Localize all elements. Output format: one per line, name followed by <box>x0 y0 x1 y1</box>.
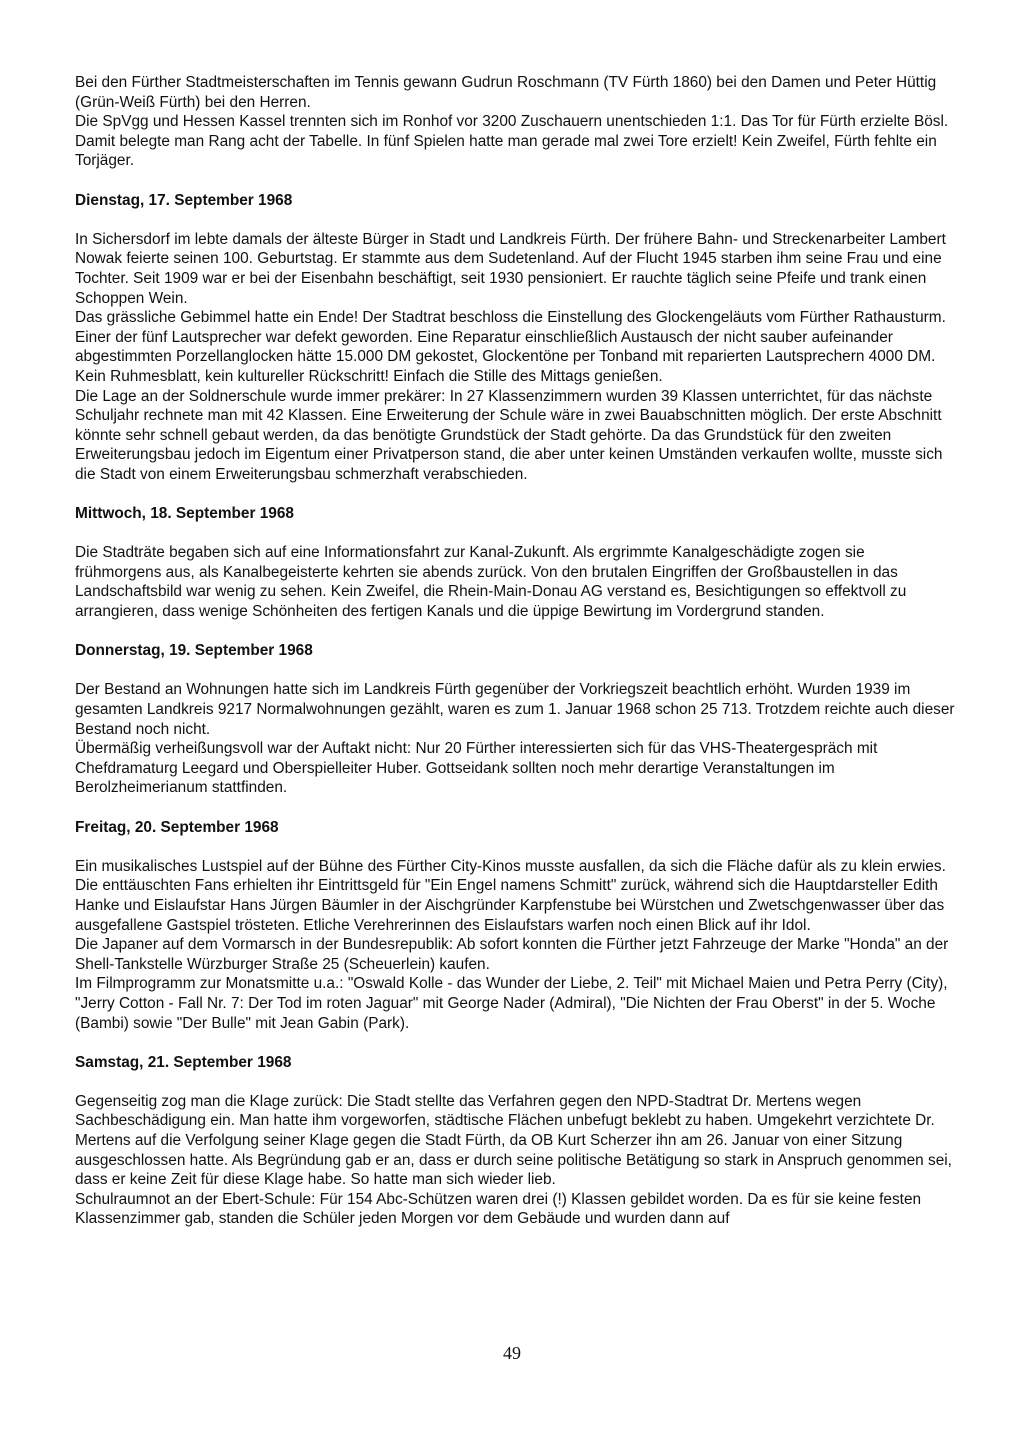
paragraph-vhs-theatre: Übermäßig verheißungsvoll war der Auftakt nicht: Nur 20 Fürther interessierten sich für das VHS-Theatergespräch mit Chefdramaturg Leegard und Oberspielleiter Huber. Gottseidank sollten noch mehr derartige Veranstaltungen im Berolzheimerianum stattfinden. <box>75 740 878 797</box>
date-heading-18-sept: Mittwoch, 18. September 1968 <box>75 505 294 523</box>
date-heading-21-sept: Samstag, 21. September 1968 <box>75 1053 292 1071</box>
date-heading-19-sept: Donnerstag, 19. September 1968 <box>75 642 313 660</box>
date-heading-20-sept: Freitag, 20. September 1968 <box>75 818 279 836</box>
paragraph-housing: Der Bestand an Wohnungen hatte sich im Landkreis Fürth gegenüber der Vorkriegszeit beachtlich erhöht. Wurden 1939 im gesamten Landkreis 9217 Normalwohnungen gezählt, waren es zum 1. Januar 1968 schon 25 713. Trotzdem reichte auch dieser Bestand noch nicht. <box>75 681 955 738</box>
paragraph-canal-trip: Die Stadträte begaben sich auf eine Informationsfahrt zur Kanal-Zukunft. Als ergrimmte Kanalgeschädigte zogen sie frühmorgens aus, als Kanalbegeisterte kehrten sie abends zurück. Von den brutalen Eingriffen der Großbaustellen in das Landschaftsbild war wenig zu sehen. Kein Zweifel, die Rhein-Main-Donau AG verstand es, Besichtigungen so effektvoll zu arrangieren, dass wenige Schönheiten des fertigen Kanals und die üppige Bewirtung im Vordergrund standen. <box>75 544 907 621</box>
paragraph-cinema-comedy: Ein musikalisches Lustspiel auf der Bühne des Fürther City-Kinos musste ausfallen, da sich die Fläche dafür als zu klein erwies. Die enttäuschten Fans erhielten ihr Eintrittsgeld für "Ein Engel namens Schmitt" zurück, während sich die Hauptdarsteller Edith Hanke und Eislaufstar Hans Jürgen Bäumler in der Aischgründer Karpfenstube bei Würstchen und Zwetschgenwasser über das ausgefallene Gastspiel trösteten. Etliche Verehrerinnen des Eislaufstars warfen noch einen Blick auf ihr Idol. <box>75 857 946 934</box>
page-number: 49 <box>503 1343 521 1363</box>
paragraph-soldnerschule: Die Lage an der Soldnerschule wurde immer prekärer: In 27 Klassenzimmern wurden 39 Klassen unterrichtet, für das nächste Schuljahr rechnete man mit 42 Klassen. Eine Erweiterung der Schule wäre in zwei Bauabschnitten möglich. Der erste Abschnitt könnte sehr schnell gebaut werden, da das benötigte Grundstück der Stadt gehörte. Da das Grundstück für den zweiten Erweiterungsbau jedoch im Eigentum einer Privatperson stand, die aber unter keinen Umständen verkaufen wollte, musste sich die Stadt von einem Erweiterungsbau schmerzhaft verabschieden. <box>75 387 943 483</box>
paragraph-lawsuit: Gegenseitig zog man die Klage zurück: Die Stadt stellte das Verfahren gegen den NPD-Stadtrat Dr. Mertens wegen Sachbeschädigung ein. Man hatte ihm vorgeworfen, städtische Flächen unbefugt beklebt zu haben. Umgekehrt verzichtete Dr. Mertens auf die Verfolgung seiner Klage gegen die Stadt Fürth, da OB Kurt Scherzer ihn am 26. Januar von einer Sitzung ausgeschlossen hatte. Als Begründung gab er an, dass er durch seine politische Betätigung so stark in Anspruch genommen sei, dass er keine Zeit für diese Klage habe. So hatte man sich wieder lieb. <box>75 1092 952 1189</box>
paragraph-spvgg-match: Die SpVgg und Hessen Kassel trennten sich im Ronhof vor 3200 Zuschauern unentschieden 1:1. Das Tor für Fürth erzielte Bösl. Damit belegte man Rang acht der Tabelle. In fünf Spielen hatte man gerade mal zwei Tore erzielt! Kein Zweifel, Fürth fehlte ein Torjäger. <box>75 113 949 170</box>
paragraph-tennis: Bei den Fürther Stadtmeisterschaften im Tennis gewann Gudrun Roschmann (TV Fürth 1860) bei den Damen und Peter Hüttig (Grün-Weiß Fürth) bei den Herren. <box>75 74 937 111</box>
paragraph-honda: Die Japaner auf dem Vormarsch in der Bundesrepublik: Ab sofort konnten die Fürther jetzt Fahrzeuge der Marke "Honda" an der Shell-Tankstelle Würzburger Straße 25 (Scheuerlein) kaufen. <box>75 936 949 973</box>
paragraph-ebert-schule: Schulraumnot an der Ebert-Schule: Für 154 Abc-Schützen waren drei (!) Klassen gebildet worden. Da es für sie keine festen Klassenzimmer gab, standen die Schüler jeden Morgen vor dem Gebäude und wurden dann auf <box>75 1190 922 1228</box>
date-heading-17-sept: Dienstag, 17. September 1968 <box>75 191 293 209</box>
page-body <box>75 73 955 1229</box>
paragraph-oldest-citizen: In Sichersdorf im lebte damals der älteste Bürger in Stadt und Landkreis Fürth. Der frühere Bahn- und Streckenarbeiter Lambert Nowak feierte seinen 100. Geburtstag. Er stammte aus dem Sudetenland. Auf der Flucht 1945 starben ihm seine Frau und eine Tochter. Seit 1909 war er bei der Eisenbahn beschäftigt, seit 1930 pensioniert. Er rauchte täglich seine Pfeife und trank einen Schoppen Wein. <box>75 230 946 307</box>
paragraph-bells: Das grässliche Gebimmel hatte ein Ende! Der Stadtrat beschloss die Einstellung des Glockengeläuts vom Fürther Rathausturm. Einer der fünf Lautsprecher war defekt geworden. Eine Reparatur einschließlich Austausch der nicht sauber aufeinander abgestimmten Porzellanglocken hätte 15.000 DM gekostet, Glockentöne per Tonband mit reparierten Lautsprechern 4000 DM. Kein Ruhmesblatt, kein kultureller Rückschritt! Einfach die Stille des Mittags genießen. <box>75 309 946 385</box>
paragraph-film-program: Im Filmprogramm zur Monatsmitte u.a.: "Oswald Kolle - das Wunder der Liebe, 2. Teil" mit Michael Maien und Petra Perry (City), "Jerry Cotton - Fall Nr. 7: Der Tod im roten Jaguar" mit George Nader (Admiral), "Die Nichten der Frau Oberst" in der 5. Woche (Bambi) sowie "Der Bulle" mit Jean Gabin (Park). <box>75 975 948 1032</box>
